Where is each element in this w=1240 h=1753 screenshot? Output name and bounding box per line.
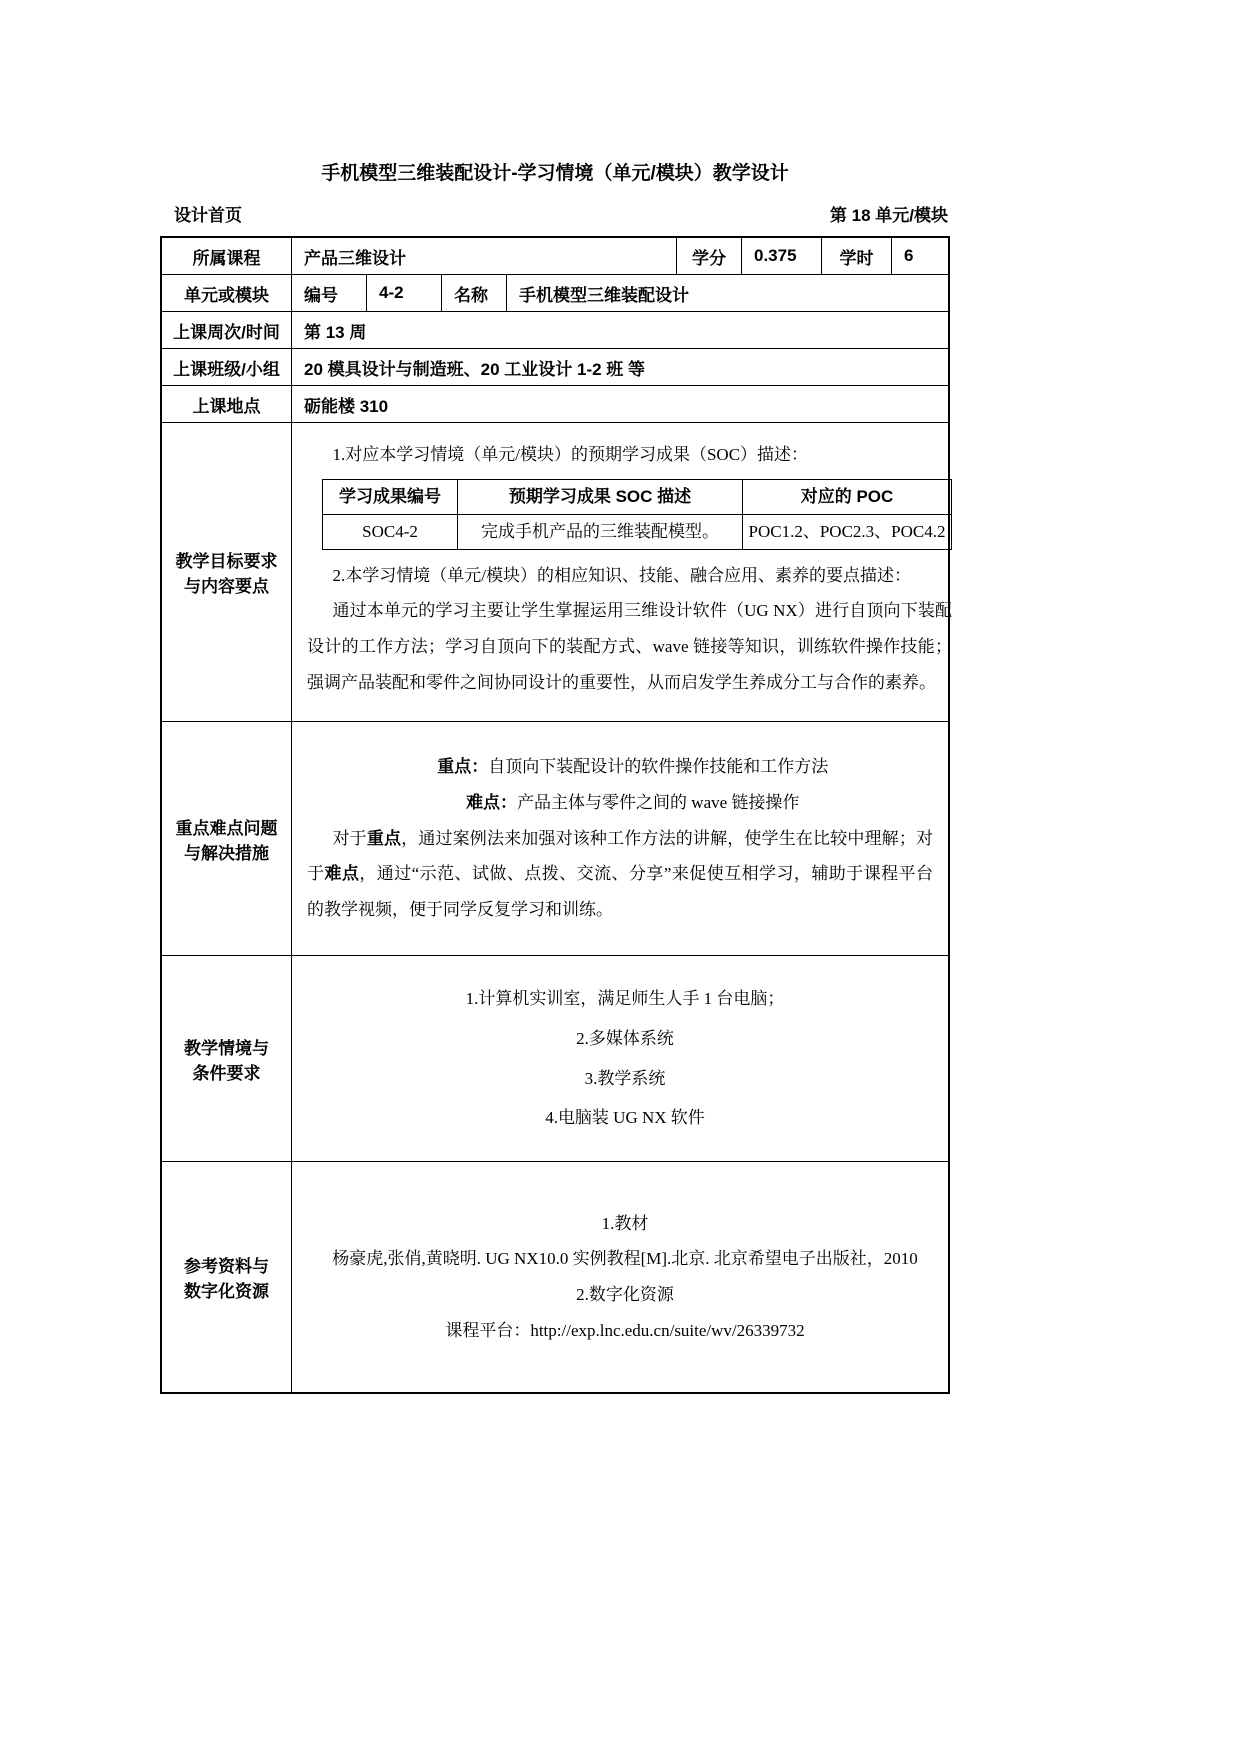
solution-seg3: ，通过案例法来加强对该种工作方法的讲解，使学生在比较中理解；对于 (307, 828, 934, 884)
soc-header-row (323, 480, 951, 515)
week-row (162, 312, 948, 349)
soc-id-header: 学习成果编号 (323, 480, 458, 514)
reference-line: 1.教材 (601, 1213, 649, 1233)
key-point-label: 重点： (437, 757, 489, 777)
environment-item: 1.计算机实训室，满足师生人手 1 台电脑； (465, 988, 785, 1008)
references-content-cell (292, 1162, 948, 1392)
objectives-label-cell (162, 423, 292, 721)
soc-poc-value: POC1.2、POC2.3、POC4.2 (748, 521, 946, 541)
environment-item: 4.电脑装 UG NX 软件 (545, 1108, 705, 1128)
unit-number-label: 第 18 单元/模块 (829, 206, 948, 225)
environment-content-cell (292, 956, 948, 1161)
soc-desc-header: 预期学习成果 SOC 描述 (458, 480, 743, 514)
difficulties-label-line2: 与解决措施 (184, 843, 269, 863)
solution-seg1: 对于 (332, 828, 367, 848)
unit-label-cell: 单元或模块 (162, 275, 292, 311)
soc-data-row (323, 515, 951, 549)
design-homepage-label: 设计首页 (174, 206, 242, 225)
references-row (162, 1162, 948, 1392)
reference-line: 杨豪虎,张俏,黄晓明. UG NX10.0 实例教程[M].北京. 北京希望电子出版社，2010 (332, 1249, 918, 1269)
class-row (162, 349, 948, 386)
difficulty-label: 难点： (466, 792, 518, 812)
environment-item: 3.教学系统 (584, 1068, 666, 1088)
teaching-design-table (160, 236, 950, 1394)
soc-id-value: SOC4-2 (323, 515, 458, 549)
objectives-label-line2: 与内容要点 (184, 577, 269, 596)
week-value-cell: 第 13 周 (304, 322, 367, 342)
difficulties-content-cell (292, 722, 948, 955)
name-label-cell: 名称 (442, 275, 507, 311)
soc-table (322, 479, 952, 550)
credit-label-cell: 学分 (677, 238, 742, 274)
environment-label-line2: 条件要求 (192, 1063, 261, 1083)
week-label-cell: 上课周次/时间 (162, 312, 292, 348)
page-title: 手机模型三维装配设计-学习情境（单元/模块）教学设计 (321, 163, 789, 184)
solution-seg4-bold: 难点 (324, 864, 360, 884)
environment-row (162, 956, 948, 1162)
difficulty-line (441, 785, 800, 821)
objectives-row (162, 423, 952, 722)
key-point-text: 自顶向下装配设计的软件操作技能和工作方法 (488, 757, 829, 777)
document-body (160, 158, 950, 1394)
objectives-paragraph: 通过本单元的学习主要让学生掌握运用三维设计软件（UG NX）进行自顶向下装配设计的工作方法；学习自顶向下的装配方式、wave 链接等知识，训练软件操作技能；强调产品装配和零件之间协同设计的重要性，从而启发学生养成分工与合作的素养。 (307, 601, 952, 692)
course-row (162, 238, 948, 275)
objectives-label-line1: 教学目标要求 (175, 552, 278, 571)
objectives-content-cell (292, 423, 967, 721)
environment-label-line1: 教学情境与 (184, 1038, 269, 1058)
key-point-line (412, 749, 829, 785)
solution-seg5: ，通过“示范、试做、点拨、交流、分享”来促使互相学习，辅助于课程平台的教学视频，便于同学反复学习和训练。 (307, 864, 934, 920)
location-label-cell: 上课地点 (162, 386, 292, 422)
class-value-cell: 20 模具设计与制造班、20 工业设计 1-2 班 等 (304, 359, 646, 379)
references-label-line1: 参考资料与 (184, 1257, 269, 1276)
reference-line: 2.数字化资源 (576, 1285, 674, 1304)
environment-item: 2.多媒体系统 (576, 1028, 674, 1048)
soc-desc-value: 完成手机产品的三维装配模型。 (458, 515, 743, 549)
references-label-cell (162, 1162, 292, 1392)
course-value-cell: 产品三维设计 (292, 238, 677, 274)
difficulties-label-cell (162, 722, 292, 955)
difficulty-text: 产品主体与零件之间的 wave 链接操作 (517, 792, 800, 812)
location-row (162, 386, 948, 423)
difficulties-row (162, 722, 948, 956)
location-value-cell: 砺能楼 310 (304, 396, 389, 416)
code-value-cell: 4-2 (367, 275, 442, 311)
environment-label-cell (162, 956, 292, 1161)
objectives-item1: 1.对应本学习情境（单元/模块）的预期学习成果（SOC）描述： (332, 445, 809, 464)
references-label-line2: 数字化资源 (184, 1282, 269, 1301)
class-label-cell: 上课班级/小组 (162, 349, 292, 385)
document-subheader (160, 201, 950, 226)
soc-poc-header: 对应的 POC (800, 486, 894, 506)
solution-paragraph (307, 821, 933, 928)
reference-line: 课程平台：http://exp.lnc.edu.cn/suite/wv/26339732 (445, 1320, 805, 1340)
credit-value-cell: 0.375 (742, 238, 822, 274)
hours-label-cell: 学时 (822, 238, 892, 274)
objectives-item2: 2.本学习情境（单元/模块）的相应知识、技能、融合应用、素养的要点描述： (332, 565, 911, 585)
unit-row (162, 275, 948, 312)
code-label-cell: 编号 (292, 275, 367, 311)
name-value-cell: 手机模型三维装配设计 (519, 285, 689, 305)
course-label-cell: 所属课程 (162, 238, 292, 274)
hours-value-cell: 6 (904, 246, 914, 265)
difficulties-label-line1: 重点难点问题 (175, 818, 278, 838)
solution-seg2-bold: 重点 (366, 828, 402, 848)
